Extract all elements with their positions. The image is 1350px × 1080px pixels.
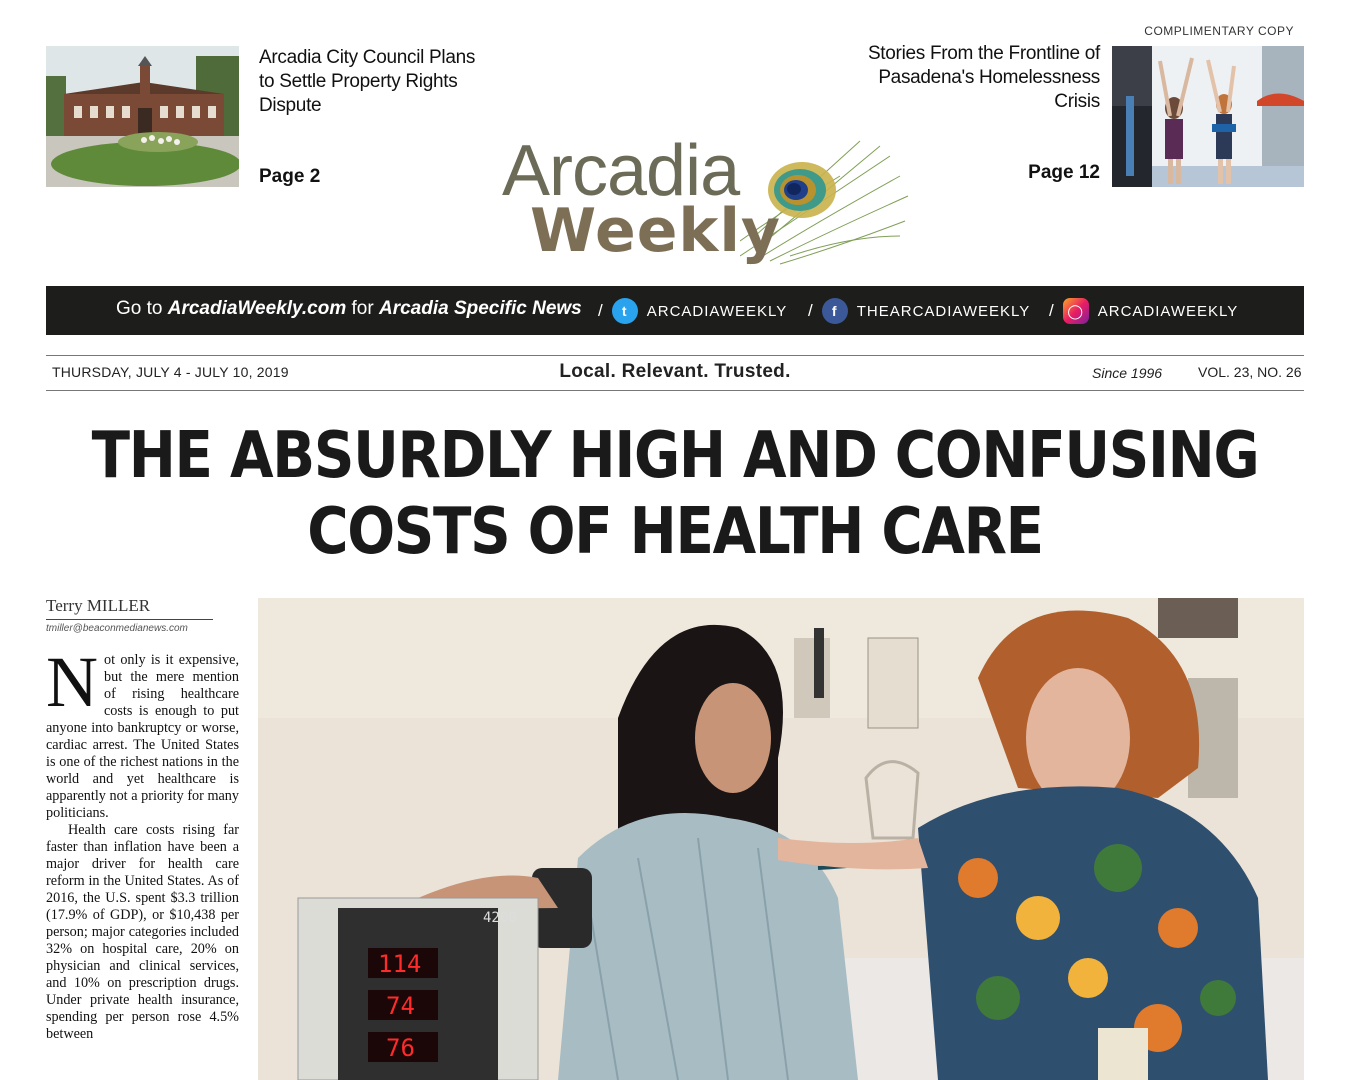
systolic-reading: 114 bbox=[378, 950, 422, 978]
separator: / bbox=[808, 301, 814, 320]
author-rule bbox=[46, 619, 213, 620]
facebook-handle: THEARCADIAWEEKLY bbox=[856, 302, 1031, 320]
banner-site: ArcadiaWeekly.com bbox=[167, 298, 347, 319]
masthead-weekly: Weekly bbox=[530, 196, 782, 266]
twitter-icon: t bbox=[612, 298, 638, 324]
article-body bbox=[46, 642, 239, 1043]
nurse-patient-photo bbox=[258, 598, 1304, 1080]
volume-number: VOL. 23, NO. 26 bbox=[1198, 364, 1302, 380]
twitter-link[interactable] bbox=[598, 298, 787, 324]
instagram-link[interactable] bbox=[1049, 298, 1238, 324]
paper-tagline: Local. Relevant. Trusted. bbox=[559, 361, 791, 382]
banner-promo-text[interactable] bbox=[116, 298, 582, 320]
teaser-left-title[interactable]: Arcadia City Council Plans to Settle Property Rights Dispute bbox=[259, 47, 476, 116]
article-paragraph-2: Health care costs rising far faster than inflation have been a major driver for health care reform in the United States. As of 2016, the U.S. spent $3.3 trillion (17.9% of GDP), or $10,438 per person; major categories included 32% on hospital care, 20% on physician and clinical services, and 10% on prescription drugs. Under private health insurance, spending per person rose 4.5% between bbox=[46, 822, 239, 1042]
headline-line-1: THE ABSURDLY HIGH AND CONFUSING bbox=[91, 419, 1259, 493]
dateline-bottom-rule bbox=[46, 390, 1304, 391]
monitor-model: 4200 bbox=[483, 910, 517, 926]
promo-banner bbox=[46, 286, 1304, 335]
author-email[interactable]: tmiller@beaconmedianews.com bbox=[46, 623, 188, 634]
issue-date: THURSDAY, JULY 4 - JULY 10, 2019 bbox=[52, 364, 289, 380]
volunteers-photo bbox=[1112, 46, 1304, 187]
complimentary-copy-label: COMPLIMENTARY COPY bbox=[1144, 24, 1294, 38]
teaser-left-page[interactable]: Page 2 bbox=[259, 166, 321, 187]
banner-prefix: Go to bbox=[116, 298, 168, 319]
banner-tagline: Arcadia Specific News bbox=[378, 298, 582, 319]
teaser-left-image[interactable] bbox=[46, 46, 239, 187]
facebook-link[interactable] bbox=[808, 298, 1030, 324]
separator: / bbox=[1049, 301, 1055, 320]
author-name: Terry MILLER bbox=[46, 596, 151, 615]
main-headline[interactable] bbox=[81, 418, 1269, 570]
teaser-right-title[interactable]: Stories From the Frontline of Pasadena's Homelessness Crisis bbox=[867, 43, 1100, 112]
banner-middle: for bbox=[346, 298, 379, 319]
instagram-icon: ◯ bbox=[1063, 298, 1089, 324]
twitter-handle: ARCADIAWEEKLY bbox=[646, 302, 788, 320]
headline-line-2: COSTS OF HEALTH CARE bbox=[307, 495, 1043, 569]
diastolic-reading: 74 bbox=[386, 992, 415, 1020]
facebook-icon: f bbox=[822, 298, 848, 324]
article-paragraph-1 bbox=[46, 642, 239, 822]
teaser-right-page[interactable]: Page 12 bbox=[1028, 162, 1100, 183]
dateline-top-rule bbox=[46, 355, 1304, 356]
instagram-handle: ARCADIAWEEKLY bbox=[1097, 302, 1239, 320]
paragraph-1-text: ot only is it expensive, but the mere mention of rising healthcare costs is enough to put anyone into bankruptcy or worse, cardiac arrest. The United States is one of the richest nations in the world and yet healthcare is apparently not a priority for many politicians. bbox=[46, 652, 239, 821]
building-photo bbox=[46, 46, 239, 187]
pulse-reading: 76 bbox=[386, 1034, 415, 1062]
drop-cap: N bbox=[46, 642, 98, 722]
since-year: Since 1996 bbox=[1092, 365, 1163, 381]
masthead-logo[interactable] bbox=[490, 130, 920, 275]
masthead-arcadia: Arcadia bbox=[502, 131, 740, 211]
teaser-right-image[interactable] bbox=[1112, 46, 1304, 187]
separator: / bbox=[598, 301, 604, 320]
article-photo[interactable] bbox=[258, 598, 1304, 1080]
